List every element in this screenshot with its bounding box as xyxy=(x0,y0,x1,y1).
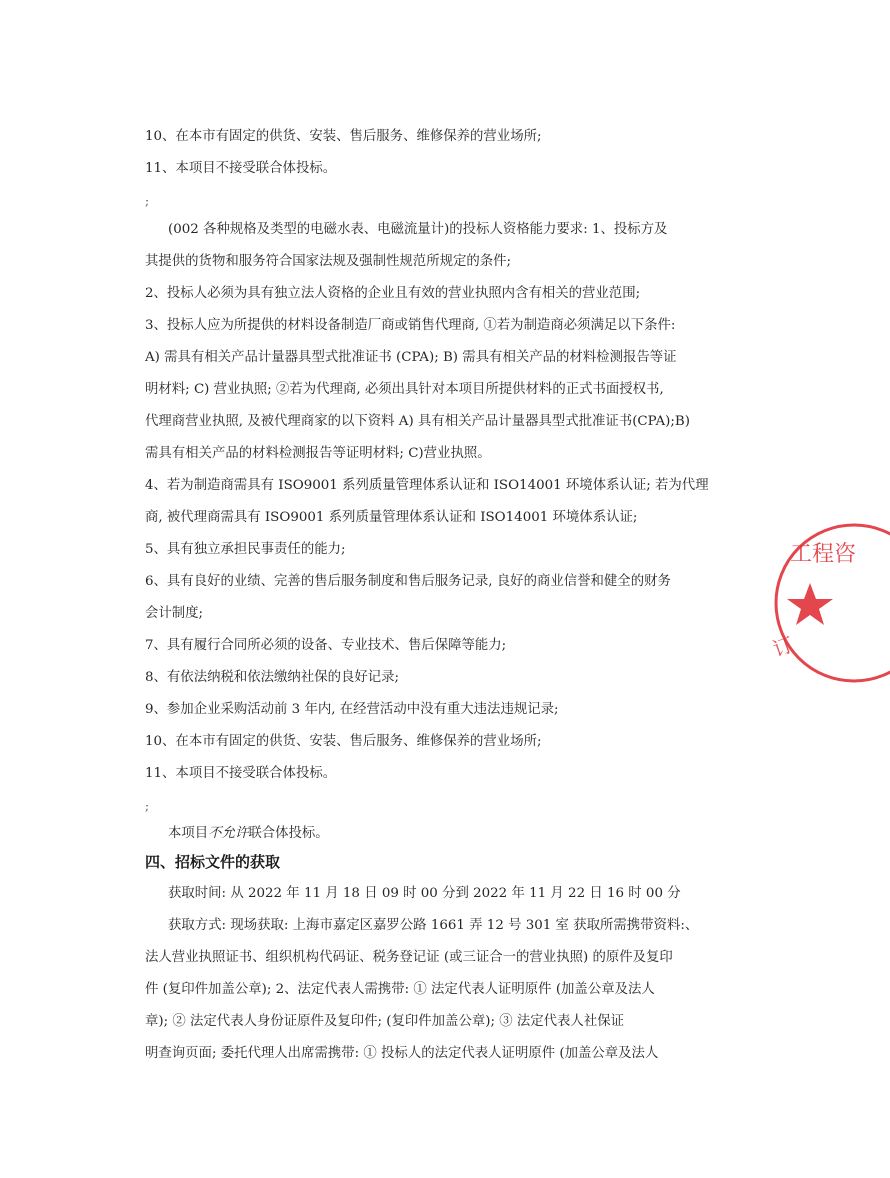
text-line: 10、在本市有固定的供货、安装、售后服务、维修保养的营业场所; xyxy=(145,129,542,144)
text-line: 获取方式: 现场获取: 上海市嘉定区嘉罗公路 1661 弄 12 号 301 室 获取所需携带资料:、 xyxy=(168,918,699,933)
text-segment: 联合体投标。 xyxy=(248,826,329,841)
text-line: 法人营业执照证书、组织机构代码证、税务登记证 (或三证合一的营业执照) 的原件及复印 xyxy=(145,950,673,965)
text-line: 2、投标人必须为具有独立法人资格的企业且有效的营业执照内含有相关的营业范围; xyxy=(145,286,641,301)
text-line: 其提供的货物和服务符合国家法规及强制性规范所规定的条件; xyxy=(145,254,512,269)
text-line: 3、投标人应为所提供的材料设备制造厂商或销售代理商, ①若为制造商必须满足以下条件: xyxy=(145,318,676,333)
text-line: 明查询页面; 委托代理人出席需携带: ① 投标人的法定代表人证明原件 (加盖公章及法人 xyxy=(145,1046,659,1061)
text-line: 章); ② 法定代表人身份证原件及复印件; (复印件加盖公章); ③ 法定代表人社保证 xyxy=(145,1014,624,1029)
text-line: 件 (复印件加盖公章); 2、法定代表人需携带: ① 法定代表人证明原件 (加盖公章及法人 xyxy=(145,982,655,997)
seal-lettering: 工程咨 xyxy=(790,542,857,567)
handwritten-insert: 不允许 xyxy=(208,826,249,841)
text-line: 明材料; C) 营业执照; ②若为代理商, 必须出具针对本项目所提供材料的正式书面授权书, xyxy=(145,382,664,397)
seal-lettering: 订 xyxy=(769,632,797,662)
text-line: 4、若为制造商需具有 ISO9001 系列质量管理体系认证和 ISO14001 环境体系认证; 若为代理 xyxy=(145,478,709,493)
text-segment: 本项目 xyxy=(168,826,209,841)
semicolon-mark: ; xyxy=(145,799,150,813)
text-line: 会计制度; xyxy=(145,606,204,621)
text-line: 11、本项目不接受联合体投标。 xyxy=(145,766,337,781)
text-line: 需具有相关产品的材料检测报告等证明材料; C)营业执照。 xyxy=(145,446,491,461)
text-line: (002 各种规格及类型的电磁水表、电磁流量计)的投标人资格能力要求: 1、投标方及 xyxy=(168,222,668,237)
text-line: 5、具有独立承担民事责任的能力; xyxy=(145,542,346,557)
text-line xyxy=(168,825,723,843)
text-line: 10、在本市有固定的供货、安装、售后服务、维修保养的营业场所; xyxy=(145,734,542,749)
text-line: 代理商营业执照, 及被代理商家的以下资料 A) 具有相关产品计量器具型式批准证书(CPA);B) xyxy=(145,414,690,429)
text-line: 9、参加企业采购活动前 3 年内, 在经营活动中没有重大违法违规记录; xyxy=(145,702,559,717)
text-line: 6、具有良好的业绩、完善的售后服务制度和售后服务记录, 良好的商业信誉和健全的财务 xyxy=(145,574,671,589)
semicolon-mark: ; xyxy=(145,194,150,208)
text-line: 11、本项目不接受联合体投标。 xyxy=(145,161,337,176)
text-line: 8、有依法纳税和依法缴纳社保的良好记录; xyxy=(145,670,400,685)
text-line: 获取时间: 从 2022 年 11 月 18 日 09 时 00 分到 2022 年 11 月 22 日 16 时 00 分 xyxy=(168,886,681,901)
text-line: 商, 被代理商需具有 ISO9001 系列质量管理体系认证和 ISO14001 环境体系认证; xyxy=(145,510,638,525)
company-seal-stamp xyxy=(770,515,890,695)
text-line: 7、具有履行合同所必须的设备、专业技术、售后保障等能力; xyxy=(145,638,507,653)
section-heading: 四、招标文件的获取 xyxy=(145,853,281,871)
text-line: A) 需具有相关产品计量器具型式批准证书 (CPA); B) 需具有相关产品的材料检测报告等证 xyxy=(145,350,677,365)
